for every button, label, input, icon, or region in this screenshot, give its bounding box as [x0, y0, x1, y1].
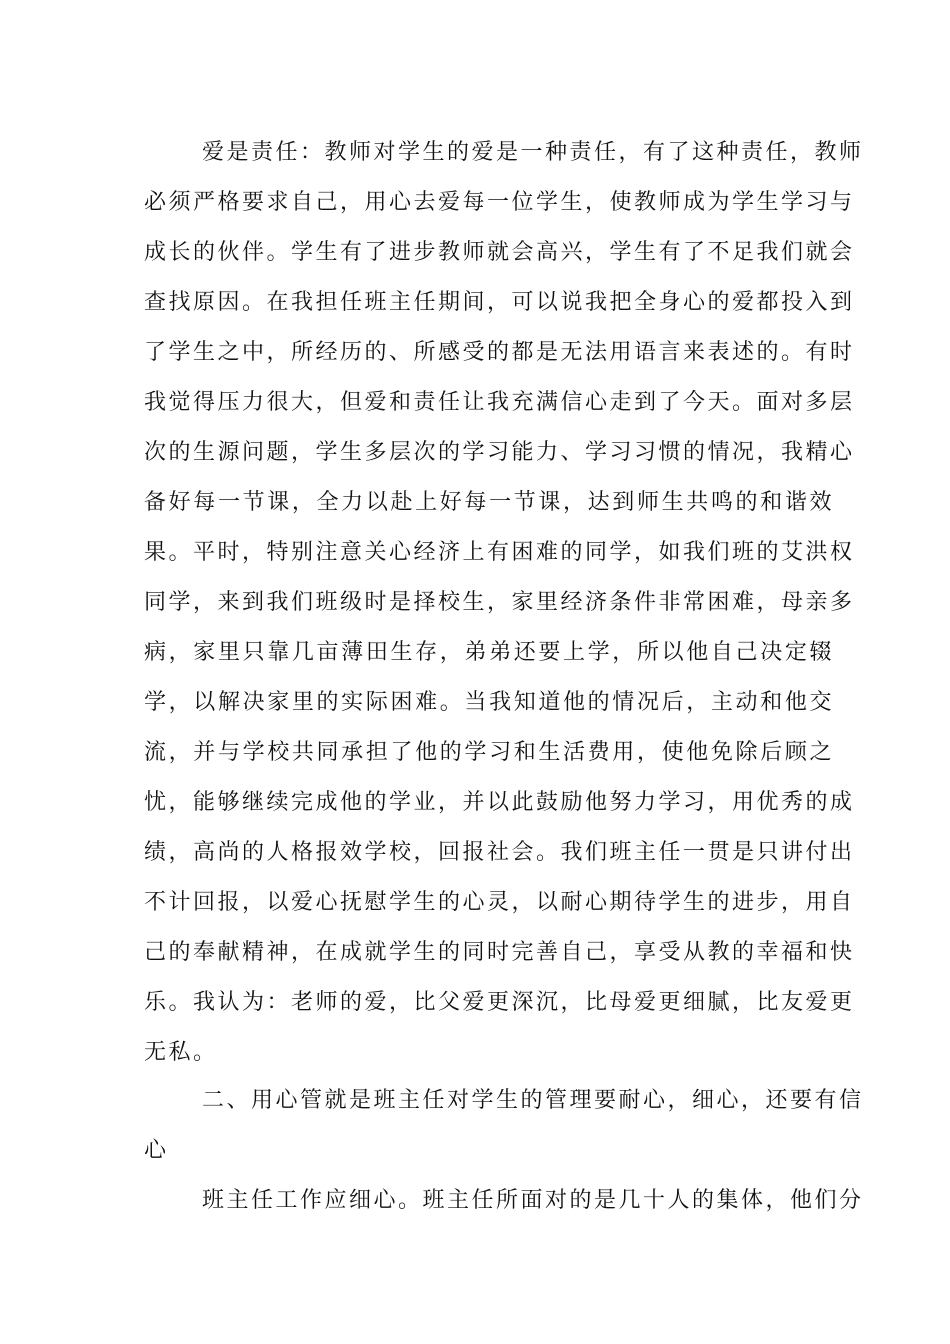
text-line: 学，以解决家里的实际困难。当我知道他的情况后，主动和他交	[144, 690, 834, 715]
text-line: 我觉得压力很大，但爱和责任让我充满信心走到了今天。面对多层	[144, 390, 855, 415]
text-line: 不计回报，以爱心抚慰学生的心灵，以耐心期待学生的进步，用自	[144, 890, 855, 915]
text-line: 班主任工作应细心。班主任所面对的是几十人的集体，他们分	[202, 1188, 864, 1213]
text-line: 乐。我认为：老师的爱，比父爱更深沉，比母爱更细腻，比友爱更	[144, 990, 855, 1015]
text-line: 同学，来到我们班级时是择校生，家里经济条件非常困难，母亲多	[144, 590, 855, 615]
text-line: 次的生源问题，学生多层次的学习能力、学习习惯的情况，我精心	[144, 440, 855, 465]
paragraph-careful-work	[144, 1176, 864, 1226]
paragraph-love-is-responsibility	[144, 128, 864, 1078]
text-line: 备好每一节课，全力以赴上好每一节课，达到师生共鸣的和谐效	[144, 490, 834, 515]
text-line: 病，家里只靠几亩薄田生存，弟弟还要上学，所以他自己决定辍	[144, 640, 834, 665]
text-line: 无私。	[144, 1040, 218, 1065]
text-line: 成长的伙伴。学生有了进步教师就会高兴，学生有了不足我们就会	[144, 240, 855, 265]
text-line: 心	[144, 1138, 169, 1163]
text-line: 流，并与学校共同承担了他的学习和生活费用，使他免除后顾之	[144, 740, 834, 765]
text-line: 忧，能够继续完成他的学业，并以此鼓励他努力学习，用优秀的成	[144, 790, 855, 815]
text-line: 绩，高尚的人格报效学校，回报社会。我们班主任一贯是只讲付出	[144, 840, 855, 865]
text-line: 必须严格要求自己，用心去爱每一位学生，使教师成为学生学习与	[144, 190, 855, 215]
text-line: 己的奉献精神，在成就学生的同时完善自己，享受从教的幸福和快	[144, 940, 855, 965]
text-line: 查找原因。在我担任班主任期间，可以说我把全身心的爱都投入到	[144, 290, 855, 315]
section-heading-patient-management	[144, 1076, 864, 1176]
text-line: 二、用心管就是班主任对学生的管理要耐心，细心，还要有信	[202, 1088, 864, 1113]
text-line: 爱是责任：教师对学生的爱是一种责任，有了这种责任，教师	[202, 140, 864, 165]
text-line: 果。平时，特别注意关心经济上有困难的同学，如我们班的艾洪权	[144, 540, 855, 565]
text-line: 了学生之中，所经历的、所感受的都是无法用语言来表述的。有时	[144, 340, 855, 365]
